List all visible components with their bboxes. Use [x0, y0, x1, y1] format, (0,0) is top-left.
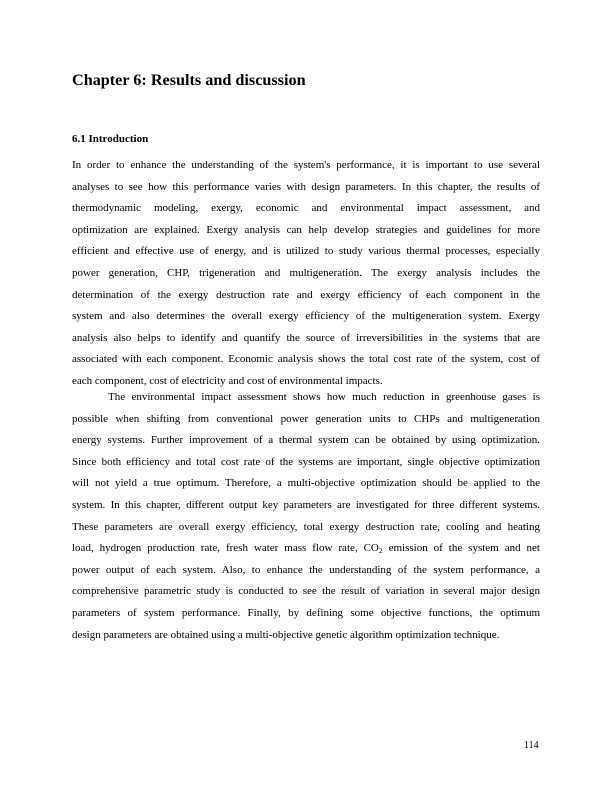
text-line: possible when shifting from conventional power generation units to CHPs and multigeneration — [72, 412, 540, 425]
text-line: parameters of system performance. Finally, by defining some objective functions, the optimum — [72, 606, 540, 619]
co2-subscript: 2 — [378, 546, 383, 556]
text-line: associated with each component. Economic analysis shows the total cost rate of the system, cost of — [72, 353, 540, 366]
paragraph-2 — [72, 387, 540, 646]
text-line: analysis also helps to identify and quantify the source of irreversibilities in the systems that are — [72, 331, 540, 344]
co2-after: emission of the system and net — [382, 542, 540, 555]
text-line: The environmental impact assessment shows how much reduction in greenhouse gases is — [108, 391, 540, 403]
paragraph-1 — [72, 155, 540, 393]
text-line: analyses to see how this performance varies with design parameters. In this chapter, the results of — [72, 180, 540, 193]
text-line: optimization are explained. Exergy analysis can help develop strategies and guidelines for more — [72, 223, 540, 236]
text-line: determination of the exergy destruction rate and exergy efficiency of each component in the — [72, 288, 540, 301]
text-line: efficient and effective use of energy, and is utilized to study various thermal processes, especially — [72, 245, 540, 258]
text-line: will not yield a true optimum. Therefore, a multi-objective optimization should be applied to the — [72, 477, 540, 490]
text-line: energy systems. Further improvement of a thermal system can be obtained by using optimization. — [72, 434, 540, 447]
text-line: each component, cost of electricity and cost of environmental impacts. — [72, 374, 383, 387]
text-line: design parameters are obtained using a multi-objective genetic algorithm optimization technique. — [72, 628, 500, 641]
text-line: These parameters are overall exergy efficiency, total exergy destruction rate, cooling and heating — [72, 520, 540, 533]
text-line: system. In this chapter, different output key parameters are investigated for three different systems. — [72, 498, 540, 511]
co2-before: load, hydrogen production rate, fresh water mass flow rate, CO — [72, 542, 379, 555]
text-line-co2 — [72, 538, 540, 560]
text-line: system and also determines the overall exergy efficiency of the multigeneration system. Exergy — [72, 310, 540, 323]
section-title: 6.1 Introduction — [72, 133, 149, 145]
text-line: In order to enhance the understanding of the system's performance, it is important to use several — [72, 159, 540, 171]
page-number: 114 — [524, 740, 539, 751]
chapter-title: Chapter 6: Results and discussion — [72, 71, 306, 89]
text-line: power generation, CHP, trigeneration and multigeneration. The exergy analysis includes the — [72, 266, 540, 279]
text-line: power output of each system. Also, to enhance the understanding of the system performance, a — [72, 563, 540, 576]
text-line: thermodynamic modeling, exergy, economic and environmental impact assessment, and — [72, 202, 540, 215]
text-line: Since both efficiency and total cost rate of the systems are important, single objective optimization — [72, 455, 540, 468]
text-line: comprehensive parametric study is conducted to see the result of variation in several major design — [72, 585, 540, 598]
